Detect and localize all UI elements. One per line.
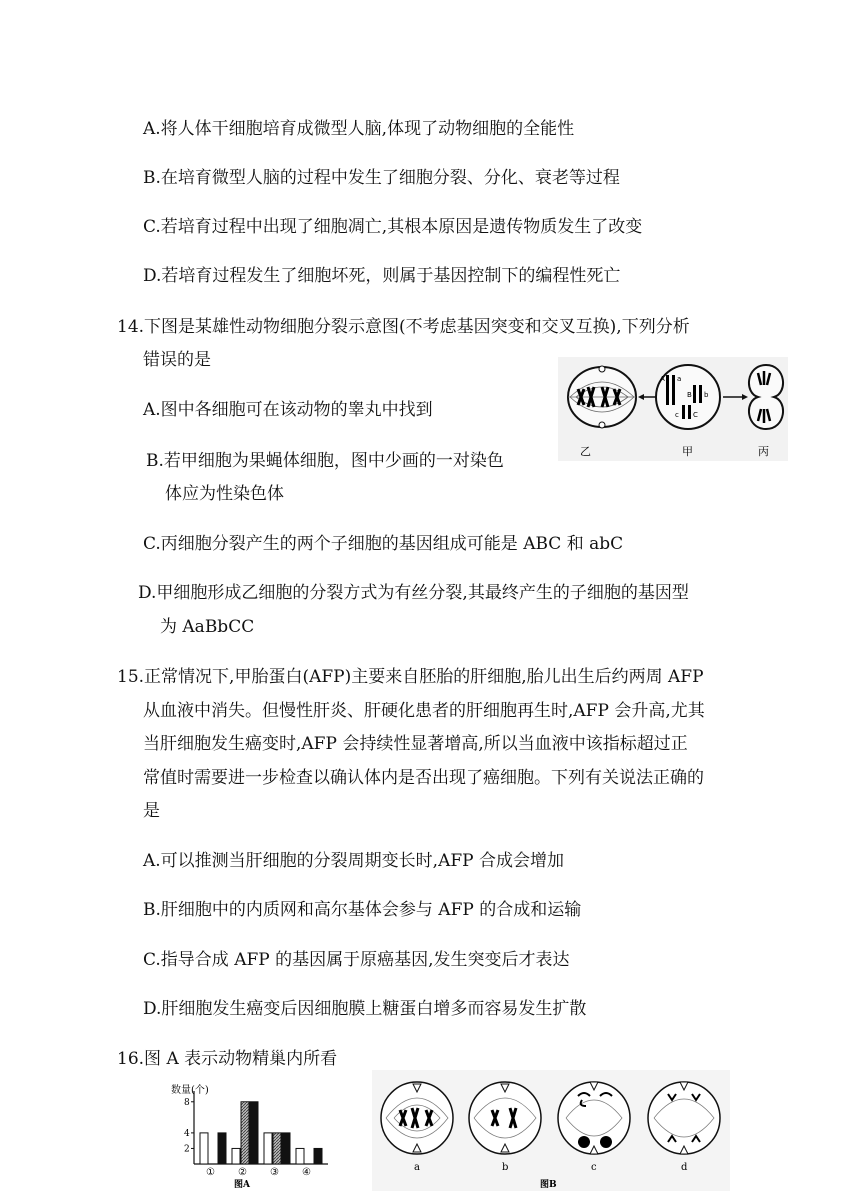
q15-stem-line4: 常值时需要进一步检查以确认体内是否出现了癌细胞。下列有关说法正确的 [143, 768, 704, 788]
q15-stem-line5: 是 [143, 801, 160, 821]
gene-label-A: A [660, 375, 665, 383]
figa-bar [314, 1148, 322, 1164]
cell-d [648, 1082, 720, 1154]
cell-c [558, 1082, 630, 1154]
figa-caption: 图A [234, 1180, 250, 1190]
cell-jia [656, 365, 720, 429]
figa-ylabel: 数量(个) [171, 1085, 209, 1096]
q14-stem-line2: 错误的是 [143, 350, 211, 370]
q14-cell-division-figure [558, 357, 788, 461]
q14-option-a: A.图中各细胞可在该动物的睾丸中找到 [143, 400, 433, 420]
figa-category-label: ② [238, 1167, 247, 1178]
figa-category-label: ① [206, 1167, 215, 1178]
q14-option-b-line2: 体应为性染色体 [165, 484, 284, 504]
q16-figure-a-bar-chart [168, 1076, 333, 1191]
q15-option-d: D.肝细胞发生癌变后因细胞膜上糖蛋白增多而容易发生扩散 [143, 999, 587, 1019]
figa-bar [250, 1102, 258, 1164]
q16-stem: 16.图 A 表示动物精巢内所看 [117, 1049, 338, 1069]
figa-category-label: ④ [302, 1167, 311, 1178]
figa-bar [273, 1133, 281, 1164]
gene-label-C: C [693, 411, 698, 419]
q15-stem-line3: 当肝细胞发生癌变时,AFP 会持续性显著增高,所以当血液中该指标超过正 [143, 734, 688, 754]
gene-label-b: b [704, 391, 709, 399]
figa-ytick-label: 4 [184, 1128, 190, 1139]
figa-category-label: ③ [270, 1167, 279, 1178]
cell-a [381, 1082, 453, 1154]
figb-label-d: d [681, 1162, 688, 1173]
cell-yi [568, 366, 636, 428]
gene-label-a: a [677, 375, 682, 383]
figa-bar [200, 1133, 208, 1164]
q15-option-a: A.可以推测当肝细胞的分裂周期变长时,AFP 合成会增加 [143, 851, 564, 871]
figa-bar [264, 1133, 272, 1164]
q14-option-d-line2: 为 AaBbCC [160, 617, 255, 637]
label-bing: 丙 [758, 445, 769, 458]
label-yi: 乙 [580, 445, 591, 458]
q14-stem-line1: 14.下图是某雄性动物细胞分裂示意图(不考虑基因突变和交叉互换),下列分析 [117, 317, 690, 337]
figa-bar [218, 1133, 226, 1164]
q15-option-b: B.肝细胞中的内质网和高尔基体会参与 AFP 的合成和运输 [143, 900, 582, 920]
label-jia: 甲 [682, 445, 693, 458]
q15-stem-line1: 15.正常情况下,甲胎蛋白(AFP)主要来自胚胎的肝细胞,胎儿出生后约两周 AFP [117, 667, 704, 687]
q14-option-d-line1: D.甲细胞形成乙细胞的分裂方式为有丝分裂,其最终产生的子细胞的基因型 [138, 583, 689, 603]
q13-option-d: D.若培育过程发生了细胞坏死，则属于基因控制下的编程性死亡 [143, 266, 621, 286]
figb-label-c: c [591, 1162, 597, 1173]
figa-ytick-label: 2 [184, 1144, 190, 1155]
figa-bar [241, 1102, 249, 1164]
q16-figure-b-cells [372, 1070, 730, 1191]
gene-label-B: B [687, 391, 692, 399]
cell-b [469, 1082, 541, 1154]
figa-ytick-label: 8 [184, 1097, 190, 1108]
q15-stem-line2: 从血液中消失。但慢性肝炎、肝硬化患者的肝细胞再生时,AFP 会升高,尤其 [143, 701, 705, 721]
gene-label-c: c [675, 411, 679, 419]
q14-option-b-line1: B.若甲细胞为果蝇体细胞，图中少画的一对染色 [146, 451, 504, 471]
q13-option-c: C.若培育过程中出现了细胞凋亡,其根本原因是遗传物质发生了改变 [143, 217, 643, 237]
figa-bar [232, 1148, 240, 1164]
figb-caption: 图B [540, 1180, 557, 1190]
q14-option-c: C.丙细胞分裂产生的两个子细胞的基因组成可能是 ABC 和 abC [143, 534, 624, 554]
q13-option-b: B.在培育微型人脑的过程中发生了细胞分裂、分化、衰老等过程 [143, 168, 620, 188]
q13-option-a: A.将人体干细胞培育成微型人脑,体现了动物细胞的全能性 [143, 119, 575, 139]
figa-bar [296, 1148, 304, 1164]
figa-bar [282, 1133, 290, 1164]
figb-label-a: a [414, 1162, 420, 1173]
q15-option-c: C.指导合成 AFP 的基因属于原癌基因,发生突变后才表达 [143, 950, 570, 970]
figb-label-b: b [502, 1162, 509, 1173]
